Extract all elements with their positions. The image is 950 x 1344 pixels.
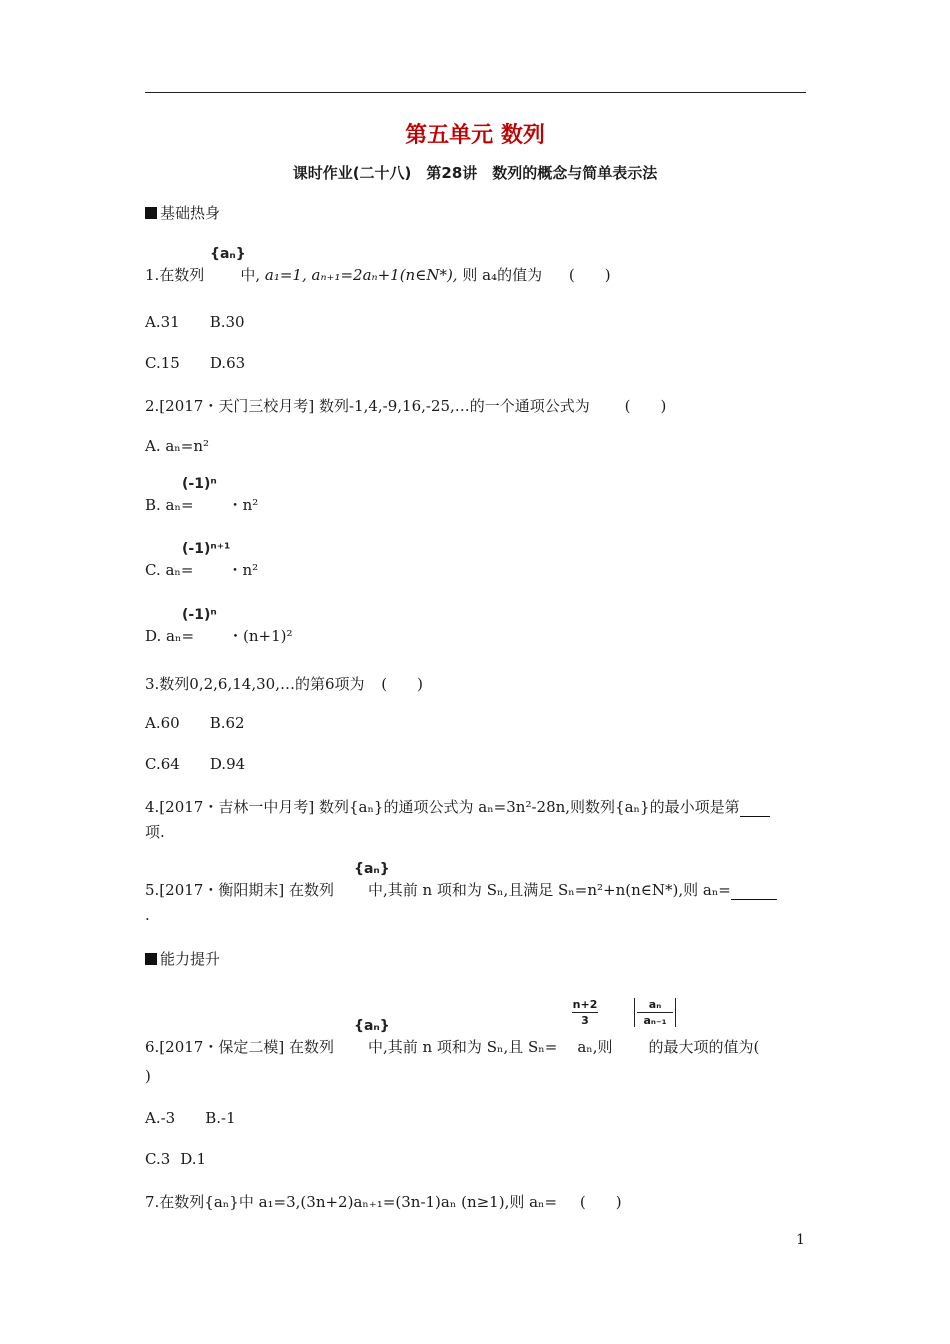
q7-answer-paren: ( ) [579,1193,622,1211]
q4-line1 [145,796,770,817]
q6-fraction-denominator: 3 [581,1014,589,1027]
q3-option-c: C.64 [145,755,180,773]
q2-option-c [145,559,258,580]
q6-ratio-numerator: aₙ [648,998,662,1011]
q6-ratio-set [634,998,676,1027]
q2-text: 2.[2017・天门三校月考] 数列-1,4,-9,16,-25,…的一个通项公式为 [145,397,590,415]
q1-sequence-set: {aₙ} [210,246,246,262]
q5-stem [145,879,777,900]
header-rule [145,92,806,93]
q6-option-d: D.1 [180,1150,207,1168]
q5-pre: 5.[2017・衡阳期末] 在数列 [145,881,334,899]
q1-answer-paren: ( ) [568,266,611,284]
q3-options-row1 [145,714,245,732]
q3-text: 3.数列0,2,6,14,30,…的第6项为 [145,675,365,693]
q2-option-a: A. aₙ=n² [145,437,210,455]
square-bullet-icon [145,953,157,965]
q1-option-c: C.15 [145,354,180,372]
q1-option-a: A.31 [145,313,180,331]
q4-text: 4.[2017・吉林一中月考] 数列{aₙ}的通项公式为 aₙ=3n²-28n,则数列{aₙ}的最小项是第 [145,798,740,816]
q5-end: . [145,906,150,924]
q7-text: 7.在数列{aₙ}中 a₁=3,(3n+2)aₙ₊₁=(3n-1)aₙ (n≥1),则 aₙ= [145,1193,558,1211]
q6-stem [145,1036,759,1057]
q1-cond2: aₙ₊₁=2aₙ+1(n∈N*), [311,266,458,284]
q4-answer-blank[interactable] [740,798,770,817]
q6-option-a: A.-3 [145,1109,176,1127]
q6-ratio-bar [637,1012,673,1013]
q5-answer-blank[interactable] [731,881,777,900]
q6-ratio-denominator: aₙ₋₁ [643,1014,667,1027]
q3-option-d: D.94 [209,755,246,773]
q2-option-d-power: (-1)ⁿ [182,607,217,623]
section-advanced [145,948,220,969]
q3-stem [145,673,423,694]
q2-option-b-power: (-1)ⁿ [182,476,217,492]
q1-cond1: a₁=1, [264,266,307,284]
q6-line2: ) [145,1067,151,1085]
q4-line2: 项. [145,823,165,841]
section-basic [145,202,220,223]
q2-option-d-post: ・(n+1)² [228,627,293,645]
q3-option-b: B.62 [209,714,245,732]
section-advanced-label: 能力提升 [160,950,221,968]
q3-option-a: A.60 [145,714,180,732]
q7-stem [145,1191,622,1212]
square-bullet-icon [145,207,157,219]
q2-option-c-power: (-1)ⁿ⁺¹ [182,541,231,557]
page-number: 1 [796,1232,805,1248]
q6-fraction-bar [572,1012,598,1013]
q1-option-b: B.30 [209,313,245,331]
q6-fraction-numerator: n+2 [572,998,598,1011]
q2-option-b-pre: B. aₙ= [145,496,194,514]
q1-options-row1 [145,313,245,331]
q3-options-row2 [145,755,245,773]
q6-option-c: C.3 [145,1150,171,1168]
q3-answer-paren: ( ) [381,675,424,693]
q6-mid2: aₙ,则 [577,1038,613,1056]
q2-answer-paren: ( ) [624,397,667,415]
q6-post: 的最大项的值为( [648,1038,760,1056]
q2-option-b-post: ・n² [227,496,259,514]
q1-number: 1.在数列 [145,266,205,284]
q1-mid: 中, [240,266,261,284]
q2-option-c-pre: C. aₙ= [145,561,194,579]
q6-sequence-set: {aₙ} [354,1018,390,1034]
q6-fraction [572,998,598,1027]
q6-option-b: B.-1 [205,1109,236,1127]
lesson-title: 课时作业(二十八) 第28讲 数列的概念与简单表示法 [292,164,658,182]
q2-option-d [145,625,293,646]
q5-sequence-set: {aₙ} [354,861,390,877]
q1-options-row2 [145,354,245,372]
q1-stem [145,264,611,285]
unit-title: 第五单元 数列 [405,123,545,148]
q6-mid: 中,其前 n 项和为 Sₙ,且 Sₙ= [367,1038,558,1056]
q2-option-d-pre: D. aₙ= [145,627,195,645]
q6-pre: 6.[2017・保定二模] 在数列 [145,1038,334,1056]
q2-stem [145,395,666,416]
q5-post: 中,其前 n 项和为 Sₙ,且满足 Sₙ=n²+n(n∈N*),则 aₙ= [367,881,731,899]
section-basic-label: 基础热身 [160,204,221,222]
q2-option-c-post: ・n² [227,561,259,579]
q6-options-row2 [145,1150,206,1168]
q6-options-row1 [145,1109,236,1127]
q1-ask: 则 a₄的值为 [462,266,543,284]
q1-option-d: D.63 [209,354,246,372]
q2-option-b [145,494,258,515]
